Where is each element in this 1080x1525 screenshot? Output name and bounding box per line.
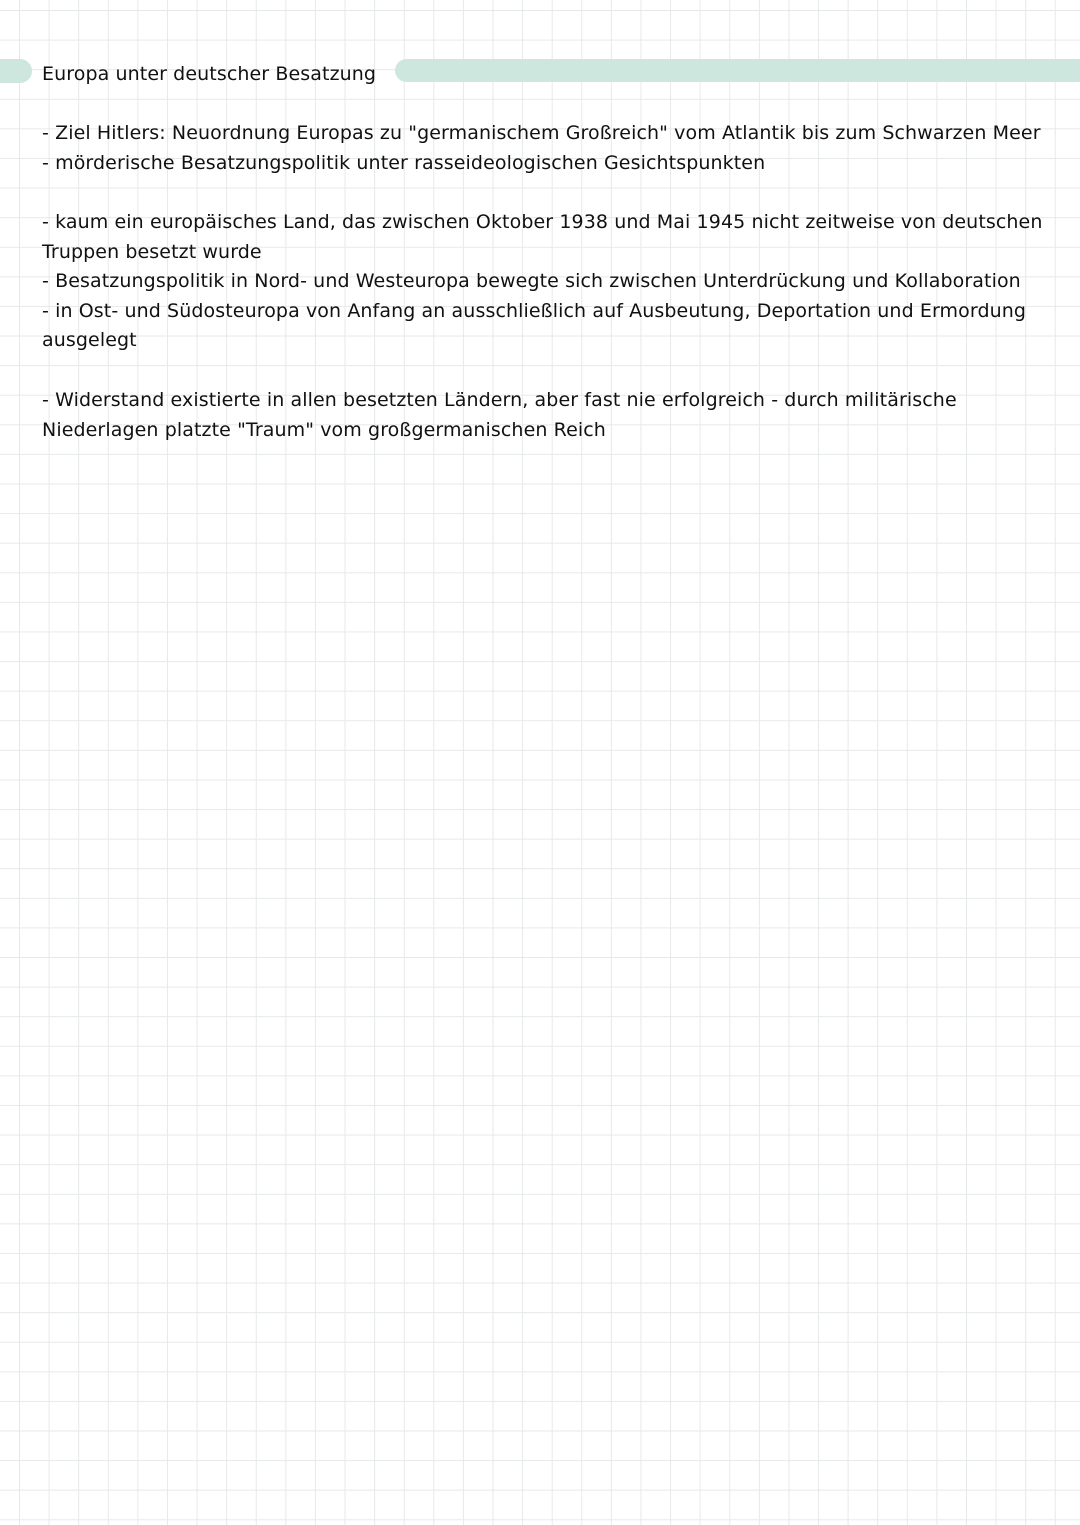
note-line: - in Ost- und Südosteuropa von Anfang an ausschließlich auf Ausbeutung, Deportation und Ermordung <box>42 299 1027 322</box>
note-line: - mörderische Besatzungspolitik unter rasseideologischen Gesichtspunkten <box>42 151 766 174</box>
note-block-1 <box>42 119 1042 178</box>
title-highlight-bar <box>395 59 1080 82</box>
page-title: Europa unter deutscher Besatzung <box>42 63 377 85</box>
note-line: Niederlagen platzte "Traum" vom großgermanischen Reich <box>42 418 606 441</box>
note-line: Truppen besetzt wurde <box>42 240 262 263</box>
note-line: ausgelegt <box>42 329 137 352</box>
title-highlight-left <box>0 59 32 83</box>
note-line: - Ziel Hitlers: Neuordnung Europas zu "germanischem Großreich" vom Atlantik bis zum Schwarzen Meer <box>42 122 1041 144</box>
note-line: - Widerstand existierte in allen besetzten Ländern, aber fast nie erfolgreich - durch militärische <box>42 389 957 411</box>
note-block-2 <box>42 208 1042 356</box>
note-line: - Besatzungspolitik in Nord- und Westeuropa bewegte sich zwischen Unterdrückung und Kollaboration <box>42 270 1021 293</box>
note-line: - kaum ein europäisches Land, das zwischen Oktober 1938 und Mai 1945 nicht zeitweise von deutschen <box>42 211 1043 233</box>
note-block-3 <box>42 386 1042 445</box>
